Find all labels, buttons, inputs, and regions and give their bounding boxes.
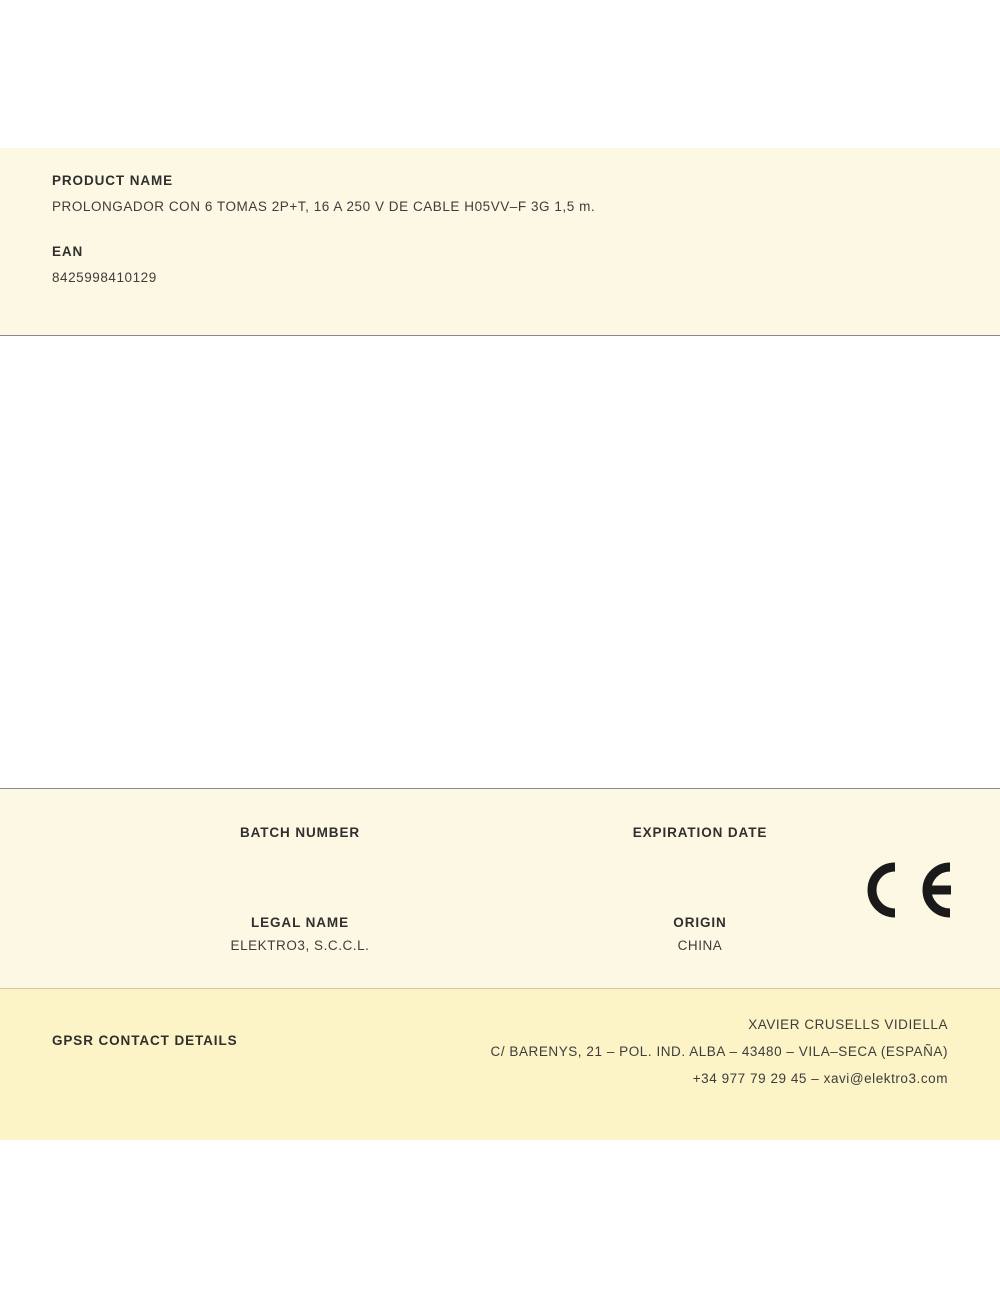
gpsr-contact-person: XAVIER CRUSELLS VIDIELLA	[748, 1017, 948, 1032]
ean-label: EAN	[52, 244, 84, 259]
batch-number-field	[150, 825, 450, 848]
expiration-date-field	[550, 825, 850, 848]
ce-marking-icon	[855, 859, 955, 921]
product-name-value: PROLONGADOR CON 6 TOMAS 2P+T, 16 A 250 V DE CABLE H05VV–F 3G 1,5 m.	[52, 199, 596, 214]
empty-content-area	[0, 336, 1000, 788]
spacer	[52, 214, 948, 244]
batch-number-label: BATCH NUMBER	[239, 825, 361, 840]
gpsr-contact-details	[491, 1017, 948, 1086]
ean-value: 8425998410129	[52, 270, 157, 285]
legal-name-label: LEGAL NAME	[250, 915, 349, 930]
product-details-band	[0, 788, 1000, 988]
origin-label: ORIGIN	[673, 915, 727, 930]
bottom-margin-area	[0, 1140, 1000, 1300]
legal-name-value: ELEKTRO3, S.C.C.L.	[230, 938, 370, 953]
origin-value: CHINA	[677, 938, 723, 953]
legal-name-field	[150, 915, 450, 953]
product-info-band	[0, 148, 1000, 336]
gpsr-contact-band	[0, 988, 1000, 1140]
product-name-label: PRODUCT NAME	[52, 173, 174, 188]
gpsr-contact-label: GPSR CONTACT DETAILS	[52, 1033, 238, 1048]
gpsr-contact-phone-email: +34 977 79 29 45 – xavi@elektro3.com	[692, 1071, 948, 1086]
expiration-date-label: EXPIRATION DATE	[632, 825, 768, 840]
gpsr-contact-address: C/ BARENYS, 21 – POL. IND. ALBA – 43480 – VILA–SECA (ESPAÑA)	[490, 1044, 948, 1059]
origin-field	[550, 915, 850, 953]
